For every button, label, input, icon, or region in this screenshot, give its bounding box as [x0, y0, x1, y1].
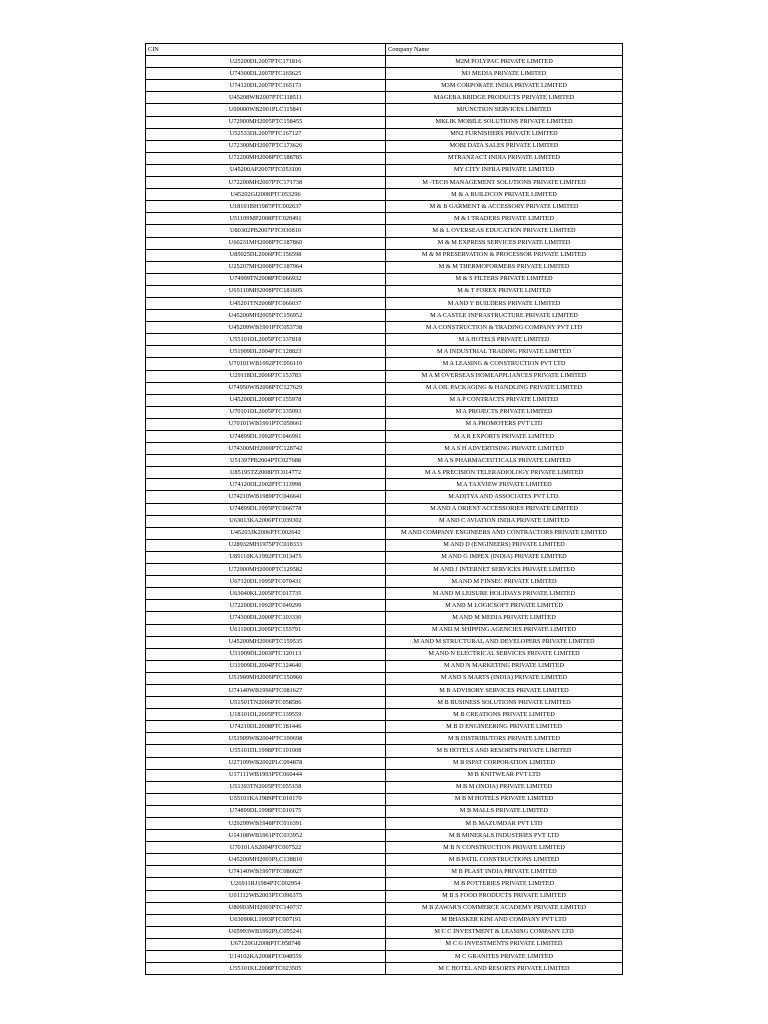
cin-cell: U51397PB2004PTC027688	[146, 455, 386, 467]
company-name-cell: M B CREATIONS PRIVATE LIMITED	[386, 709, 623, 721]
cin-cell: U45200MH2003PLC138810	[146, 854, 386, 866]
table-row	[146, 515, 623, 527]
cin-cell: U85195TZ2008PTC014772	[146, 467, 386, 479]
cin-cell: U14102KA2008PTC048559	[146, 951, 386, 963]
cin-cell: U45203JK2006PTC002642	[146, 527, 386, 539]
company-name-cell: MY CITY INFRA PRIVATE LIMITED	[386, 164, 623, 176]
cin-cell: U51393TN2005PTC055158	[146, 781, 386, 793]
cin-cell: U14108WB1961PTC033952	[146, 830, 386, 842]
table-row	[146, 310, 623, 322]
cin-cell: U72900MH2000PTC129582	[146, 564, 386, 576]
company-name-cell: M AND Y BUILDERS PRIVATE LIMITED	[386, 297, 623, 309]
company-name-cell: M & B GARMENT & ACCESSORY PRIVATE LIMITED	[386, 201, 623, 213]
table-row	[146, 854, 623, 866]
cin-cell: U45200MH2006PTC159535	[146, 636, 386, 648]
company-name-cell: M2M POLYPAC PRIVATE LIMITED	[386, 56, 623, 68]
cin-cell: U27109WB2002PLC094878	[146, 757, 386, 769]
company-name-cell: M B POTTERIES PRIVATE LIMITED	[386, 878, 623, 890]
table-row	[146, 733, 623, 745]
cin-cell: U45202GJ2008PTC053296	[146, 189, 386, 201]
cin-cell: U26911RJ1984PTC002954	[146, 878, 386, 890]
company-name-cell: M A OIL PACKAGING & HANDLING PRIVATE LIMITED	[386, 382, 623, 394]
company-name-cell: M A PROJECTS PRIVATE LIMITED	[386, 406, 623, 418]
cin-cell: U45200AP2007PTC053100	[146, 164, 386, 176]
cin-cell: U74210WB1989PTC046641	[146, 491, 386, 503]
table-row	[146, 406, 623, 418]
table-row	[146, 394, 623, 406]
company-name-cell: M A M OVERSEAS HOMEAPPLIANCES PRIVATE LIMITED	[386, 370, 623, 382]
company-name-cell: MN2 FURNISHERS PRIVATE LIMITED	[386, 128, 623, 140]
company-name-cell: M B M (INDIA) PRIVATE LIMITED	[386, 781, 623, 793]
cin-cell: U72200DL1992PTC049299	[146, 600, 386, 612]
table-row	[146, 769, 623, 781]
cin-cell: U25207MH2008PTC187964	[146, 261, 386, 273]
cin-cell: U85110KA1992PTC013475	[146, 551, 386, 563]
company-name-cell: M AND M SHIPPING AGENCIES PRIVATE LIMITED	[386, 624, 623, 636]
company-name-cell: M B MINERALS INDUSTRIES PVT LTD	[386, 830, 623, 842]
table-row	[146, 805, 623, 817]
company-name-cell: M -TECH MANAGEMENT SOLUTIONS PRIVATE LIMITED	[386, 177, 623, 189]
company-name-cell: M B ISPAT CORPORATION LIMITED	[386, 757, 623, 769]
company-name-cell: M B KNITWEAR PVT LTD	[386, 769, 623, 781]
table-row	[146, 80, 623, 92]
company-name-cell: M AND G IMPEX (INDIA) PRIVATE LIMITED	[386, 551, 623, 563]
company-name-cell: M & S FILTERS PRIVATE LIMITED	[386, 273, 623, 285]
company-name-cell: M A INDUSTRIAL TRADING PRIVATE LIMITED	[386, 346, 623, 358]
table-row	[146, 781, 623, 793]
table-row	[146, 503, 623, 515]
company-name-cell: M AND N ELECTRICAL SERVICES PRIVATE LIMITED	[386, 648, 623, 660]
company-name-cell: MKLIK MOBILE SOLUTIONS PRIVATE LIMITED	[386, 116, 623, 128]
table-row	[146, 709, 623, 721]
company-name-cell: M AND M LOGICSOFT PRIVATE LIMITED	[386, 600, 623, 612]
table-row	[146, 297, 623, 309]
company-name-cell: M A S H ADVERTISING PRIVATE LIMITED	[386, 443, 623, 455]
company-name-cell: M AND M MEDIA PRIVATE LIMITED	[386, 612, 623, 624]
company-name-cell: M C GRANITES PRIVATE LIMITED	[386, 951, 623, 963]
table-row	[146, 878, 623, 890]
cin-cell: U74950WB2008PTC127629	[146, 382, 386, 394]
cin-cell: U01112WB2003PTC096375	[146, 890, 386, 902]
cin-cell: U65110MH2008PTC181605	[146, 285, 386, 297]
cin-cell: U52533DL2007PTC167127	[146, 128, 386, 140]
cin-cell: U85025DL2006PTC156598	[146, 249, 386, 261]
table-row	[146, 612, 623, 624]
company-name-cell: M & M EXPRESS SERVICES PRIVATE LIMITED	[386, 237, 623, 249]
table-row	[146, 249, 623, 261]
company-name-cell: M & A BUILDCON PRIVATE LIMITED	[386, 189, 623, 201]
table-row	[146, 866, 623, 878]
company-name-cell: M & T FOREX PRIVATE LIMITED	[386, 285, 623, 297]
table-row	[146, 745, 623, 757]
table-row	[146, 455, 623, 467]
cin-cell: U74899DL1995PTC066778	[146, 503, 386, 515]
cin-cell: U29118DL2006PTC153783	[146, 370, 386, 382]
company-name-cell: M ADITYA AND ASSOCIATES PVT LTD.	[386, 491, 623, 503]
table-row	[146, 334, 623, 346]
cin-cell: U63013KA2006PTC039302	[146, 515, 386, 527]
company-name-cell: M AND COMPANY ENGINEERS AND CONTRACTORS PRIVATE LIMITED	[386, 527, 623, 539]
table-row	[146, 551, 623, 563]
table-row	[146, 164, 623, 176]
company-name-cell: M B DISTRIBUTORS PRIVATE LIMITED	[386, 733, 623, 745]
table-row	[146, 539, 623, 551]
cin-cell: U74120DL2002PTC113998	[146, 479, 386, 491]
table-row	[146, 830, 623, 842]
cin-cell: U72200MH2008PTC188785	[146, 152, 386, 164]
table-row	[146, 322, 623, 334]
cin-cell: U45201TN2008PTC066037	[146, 297, 386, 309]
cin-cell: U74140WB1996PTC081627	[146, 684, 386, 696]
company-name-cell: M BHASKER KINI AND COMPANY PVT LTD	[386, 914, 623, 926]
table-row	[146, 382, 623, 394]
table-row	[146, 588, 623, 600]
table-row	[146, 697, 623, 709]
company-name-cell: MJUNCTION SERVICES LIMITED	[386, 104, 623, 116]
company-name-cell: M B MALLS PRIVATE LIMITED	[386, 805, 623, 817]
table-row	[146, 818, 623, 830]
company-name-cell: M3M CORPORATE INDIA PRIVATE LIMITED	[386, 80, 623, 92]
cin-header: CIN	[146, 44, 386, 56]
table-row	[146, 177, 623, 189]
table-row	[146, 672, 623, 684]
table-row	[146, 926, 623, 938]
cin-cell: U74300DL2000PTC103330	[146, 612, 386, 624]
company-name-cell: M A PROMOTERS PVT LTD	[386, 418, 623, 430]
table-row	[146, 261, 623, 273]
cin-cell: U51909WB2004PTC100698	[146, 733, 386, 745]
table-row	[146, 564, 623, 576]
table-row	[146, 225, 623, 237]
company-name-cell: M A HOTELS PRIVATE LIMITED	[386, 334, 623, 346]
company-name-cell: M & M THERMOFORMERS PRIVATE LIMITED	[386, 261, 623, 273]
company-name-cell: M B D ENGINEERING PRIVATE LIMITED	[386, 721, 623, 733]
company-name-cell: M B BUSINESS SOLUTIONS PRIVATE LIMITED	[386, 697, 623, 709]
cin-cell: U74140WB1997PTC086027	[146, 866, 386, 878]
cin-cell: U67120DL1995PTC070431	[146, 576, 386, 588]
company-name-cell: M A S PHARMACEUTICALS PRIVATE LIMITED	[386, 455, 623, 467]
table-row	[146, 104, 623, 116]
cin-cell: U74300DL2007PTC165625	[146, 68, 386, 80]
table-row	[146, 213, 623, 225]
company-name-cell: MAGEBA BRIDGE PRODUCTS PRIVATE LIMITED	[386, 92, 623, 104]
cin-cell: U55101KL2008PTC023505	[146, 963, 386, 975]
cin-cell: U80903MH2003PTC140737	[146, 902, 386, 914]
cin-cell: U00000WB2001PLC115841	[146, 104, 386, 116]
table-row	[146, 684, 623, 696]
cin-cell: U45200DL2008PTC155978	[146, 394, 386, 406]
table-row	[146, 660, 623, 672]
company-name-cell: M B ZAWAR'S COMMERCE ACADEMY PRIVATE LIMITED	[386, 902, 623, 914]
table-row	[146, 527, 623, 539]
cin-cell: U72300MH2007PTC173626	[146, 140, 386, 152]
table-row	[146, 201, 623, 213]
cin-cell: U55101KA1989PTC010170	[146, 793, 386, 805]
company-name-cell: M C HOTEL AND RESORTS PRIVATE LIMITED	[386, 963, 623, 975]
table-row	[146, 902, 623, 914]
cin-cell: U74999TN2008PTC066932	[146, 273, 386, 285]
company-name-cell: M A CASTLE INFRASTRUCTURE PRIVATE LIMITED	[386, 310, 623, 322]
company-name-cell: M & I TRADERS PRIVATE LIMITED	[386, 213, 623, 225]
company-name-header: Company Name	[386, 44, 623, 56]
table-row	[146, 636, 623, 648]
company-name-cell: M B PLAST INDIA PRIVATE LIMITED	[386, 866, 623, 878]
company-name-cell: M AND J INTERNET SERVICES PRIVATE LIMITED	[386, 564, 623, 576]
table-row	[146, 467, 623, 479]
table-row	[146, 938, 623, 950]
table-row	[146, 648, 623, 660]
table-row	[146, 951, 623, 963]
cin-cell: U45200MH2005PTC156952	[146, 310, 386, 322]
company-name-cell: M B M HOTELS PRIVATE LIMITED	[386, 793, 623, 805]
table-row	[146, 370, 623, 382]
cin-cell: U18101BH1987PTC002637	[146, 201, 386, 213]
cin-cell: U70101DL2005PTC135093	[146, 406, 386, 418]
table-row	[146, 128, 623, 140]
table-row	[146, 92, 623, 104]
company-name-cell: M A LEASING & CONSTRUCTION PVT LTD	[386, 358, 623, 370]
cin-cell: U65993WB1992PLC055241	[146, 926, 386, 938]
cin-cell: U45208WB2007PTC118511	[146, 92, 386, 104]
table-row	[146, 576, 623, 588]
table-row	[146, 431, 623, 443]
table-row	[146, 56, 623, 68]
table-row	[146, 890, 623, 902]
company-name-cell: M A S PRECISION TELERADIOLOGY PRIVATE LIMITED	[386, 467, 623, 479]
table-row	[146, 842, 623, 854]
table-row	[146, 479, 623, 491]
cin-cell: U67120GJ2008PTC058748	[146, 938, 386, 950]
table-row	[146, 346, 623, 358]
table-row	[146, 116, 623, 128]
cin-cell: U51109MP2008PTC020491	[146, 213, 386, 225]
company-name-cell: M AND D (ENGINEERS) PRIVATE LIMITED	[386, 539, 623, 551]
cin-cell: U25200DL2007PTC171816	[146, 56, 386, 68]
table-row	[146, 600, 623, 612]
table-row	[146, 757, 623, 769]
cin-cell: U28932MH1975PTC018333	[146, 539, 386, 551]
cin-cell: U51501TN2006PTC058586	[146, 697, 386, 709]
company-name-cell: M3 MEDIA PRIVATE LIMITED	[386, 68, 623, 80]
cin-cell: U74210DL2008PTC181446	[146, 721, 386, 733]
company-name-cell: M A CONSTRUCTION & TRADING COMPANY PVT LTD	[386, 322, 623, 334]
table-row	[146, 624, 623, 636]
table-row	[146, 963, 623, 975]
company-name-cell: M B ADVISORY SERVICES PRIVATE LIMITED	[386, 684, 623, 696]
table-row	[146, 721, 623, 733]
table-row	[146, 491, 623, 503]
table-row	[146, 189, 623, 201]
cin-cell: U51909MH2005PTC150960	[146, 672, 386, 684]
cin-cell: U63090KL1993PTC007191	[146, 914, 386, 926]
cin-cell: U31909DL2004PTC124640	[146, 660, 386, 672]
company-name-cell: M AND M STRUCTURAL AND DEVELOPERS PRIVATE LIMITED	[386, 636, 623, 648]
table-row	[146, 793, 623, 805]
cin-cell: U45209WB1991PTC053738	[146, 322, 386, 334]
company-name-cell: M A R EXPORTS PRIVATE LIMITED	[386, 431, 623, 443]
cin-cell: U74899DL1992PTC046991	[146, 431, 386, 443]
table-row	[146, 443, 623, 455]
cin-cell: U72200MH2007PTC171738	[146, 177, 386, 189]
table-row	[146, 152, 623, 164]
cin-cell: U70101WB1991PTC050661	[146, 418, 386, 430]
table-row	[146, 914, 623, 926]
cin-cell: U70101WB1992PTC056110	[146, 358, 386, 370]
cin-cell: U29299WB1948PTC016391	[146, 818, 386, 830]
table-row	[146, 68, 623, 80]
company-name-cell: M AND M FINSEC PRIVATE LIMITED	[386, 576, 623, 588]
cin-cell: U61100DL2005PTC155791	[146, 624, 386, 636]
cin-cell: U18101DL2005PTC139559	[146, 709, 386, 721]
company-name-cell: M AND M LEISURE HOLIDAYS PRIVATE LIMITED	[386, 588, 623, 600]
company-name-cell: M & M PRESERVATION & PROCESSOR PRIVATE LIMITED	[386, 249, 623, 261]
company-name-cell: M AND N MARKETING PRIVATE LIMITED	[386, 660, 623, 672]
company-name-cell: M B S FOOD PRODUCTS PRIVATE LIMITED	[386, 890, 623, 902]
company-name-cell: M A TAXVIEW PRIVATE LIMITED	[386, 479, 623, 491]
header-row	[146, 44, 623, 56]
table-row	[146, 285, 623, 297]
cin-cell: U74899DL1998PTC010175	[146, 805, 386, 817]
company-name-cell: M B N CONSTRUCTION PRIVATE LIMITED	[386, 842, 623, 854]
cin-cell: U70101AS2004PTC007522	[146, 842, 386, 854]
table-row	[146, 237, 623, 249]
cin-cell: U55101DL2005PTC137818	[146, 334, 386, 346]
company-name-cell: MTRANZACT INDIA PRIVATE LIMITED	[386, 152, 623, 164]
cin-cell: U80302PB2007PTC030810	[146, 225, 386, 237]
table-row	[146, 418, 623, 430]
table-row	[146, 358, 623, 370]
cin-cell: U60231MH2008PTC187860	[146, 237, 386, 249]
cin-cell: U31909DL2003PTC120113	[146, 648, 386, 660]
cin-cell: U55101DL1998PTC101008	[146, 745, 386, 757]
cin-cell: U17111WB1993PTC060444	[146, 769, 386, 781]
company-name-cell: M B PATIL CONSTRUCTIONS LIMITED	[386, 854, 623, 866]
table-row	[146, 140, 623, 152]
cin-cell: U74300MH2000PTC128742	[146, 443, 386, 455]
cin-cell: U51909DL2004PTC128823	[146, 346, 386, 358]
cin-cell: U63040KL2005PTC017735	[146, 588, 386, 600]
cin-cell: U74120DL2007PTC165173	[146, 80, 386, 92]
company-name-cell: M AND S MARTS (INDIA) PRIVATE LIMITED	[386, 672, 623, 684]
company-name-cell: M B MAZUMDAR PVT LTD	[386, 818, 623, 830]
company-name-cell: M C G INVESTMENTS PRIVATE LIMITED	[386, 938, 623, 950]
company-name-cell: M B HOTELS AND RESORTS PRIVATE LIMITED	[386, 745, 623, 757]
table-row	[146, 273, 623, 285]
company-name-cell: M A P CONTRACTS PRIVATE LIMITED	[386, 394, 623, 406]
company-name-cell: MOBI DATA SALES PRIVATE LIMITED	[386, 140, 623, 152]
company-name-cell: M AND A ORIENT ACCESSORIES PRIVATE LIMITED	[386, 503, 623, 515]
company-table	[145, 43, 623, 975]
cin-cell: U72900MH2005PTC158455	[146, 116, 386, 128]
company-name-cell: M C C INVESTMENT & LEASING COMPANY LTD	[386, 926, 623, 938]
company-name-cell: M & L OVERSEAS EDUCATION PRIVATE LIMITED	[386, 225, 623, 237]
company-name-cell: M AND C AVIATION INDIA PRIVATE LIMITED	[386, 515, 623, 527]
